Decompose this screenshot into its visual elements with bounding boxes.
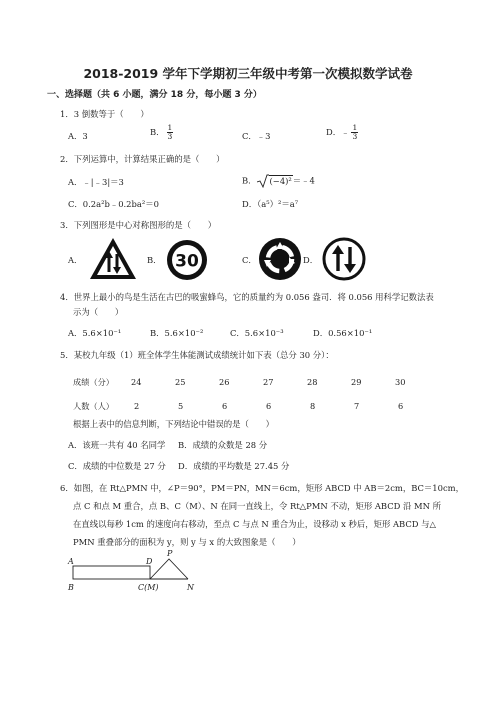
table-row <box>73 370 425 394</box>
page-title: 2018-2019 学年下学期初三年级中考第一次模拟数学试卷 <box>83 66 413 81</box>
label-b: B <box>68 583 74 592</box>
q4-stem-line2: 示为（ ） <box>73 307 124 317</box>
label-n: N <box>187 583 194 592</box>
q4-option-a: A．5.6×10⁻¹ <box>68 328 122 338</box>
q5-option-b: B．成绩的众数是 28 分 <box>178 440 268 450</box>
table-row-header: 成绩（分） <box>73 376 114 387</box>
table-cell: 26 <box>219 377 230 387</box>
score-table <box>73 370 425 418</box>
two-way-traffic-warning-sign-icon <box>88 236 138 281</box>
speed-limit-sign-icon <box>165 238 209 282</box>
table-row <box>73 394 425 418</box>
q5-option-a: A．该班一共有 40 名同学 <box>68 440 166 450</box>
label-p: P <box>167 549 173 558</box>
fraction: $\frac{1}{3}$ <box>167 123 173 141</box>
roundabout-sign-icon <box>258 237 302 281</box>
radical-sign-icon <box>257 174 269 188</box>
geometry-figure <box>66 548 206 596</box>
q3-option-c: C． <box>242 255 257 265</box>
q5-after-text: 根据上表中的信息判断，下列结论中错误的是（ ） <box>73 419 274 429</box>
q3-option-b: B． <box>147 255 162 265</box>
q3-option-a: A． <box>68 255 83 265</box>
table-cell: 29 <box>351 377 362 387</box>
table-cell: 24 <box>131 377 142 387</box>
section-heading: 一、选择题（共 6 小题，满分 18 分，每小题 3 分） <box>47 90 262 100</box>
label-a: A <box>68 557 74 566</box>
q4-option-d: D．0.56×10⁻¹ <box>313 328 373 338</box>
q2-option-b: B． (−4)²＝﹣4 <box>242 174 315 188</box>
speed-limit-value: 30 <box>175 251 199 272</box>
q5-option-c: C．成绩的中位数是 27 分 <box>68 461 166 471</box>
rectangle-abcd <box>73 566 150 579</box>
q2-option-c: C．0.2a²b﹣0.2ba²＝0 <box>68 199 159 209</box>
q1-stem: 1．3 倒数等于（ ） <box>60 109 149 119</box>
q6-stem-line1: 6．如图，在 Rt△PMN 中，∠P＝90°，PM＝PN，MN＝6cm，矩形 ABCD 中 AB＝2cm，BC＝10cm， <box>60 483 464 493</box>
table-cell: 6 <box>398 401 404 411</box>
q5-stem: 5．某校九年级（1）班全体学生体能测试成绩统计如下表（总分 30 分）： <box>60 350 334 360</box>
table-cell: 6 <box>222 401 228 411</box>
q1-option-a: A．3 <box>68 131 88 141</box>
label-cm: C(M) <box>138 583 159 592</box>
q2-stem: 2．下列运算中，计算结果正确的是（ ） <box>60 154 225 164</box>
table-row-header: 人数（人） <box>73 400 114 411</box>
q3-option-d: D． <box>303 255 319 265</box>
triangle-pmn <box>150 559 188 579</box>
q1-option-d: D．﹣ $\frac{1}{3}$ <box>326 123 358 141</box>
q2-option-d: D．（a⁵）²＝a⁷ <box>242 199 299 209</box>
label-d: D <box>146 557 153 566</box>
q6-stem-line4: PMN 重叠部分的面积为 y，则 y 与 x 的大致图象是（ ） <box>73 537 301 547</box>
q5-option-d: D．成绩的平均数是 27.45 分 <box>178 461 290 471</box>
q6-stem-line2: 点 C 和点 M 重合，点 B、C（M）、N 在同一直线上，令 Rt△PMN 不动，矩形 ABCD 沿 MN 所 <box>73 501 441 511</box>
q3-stem: 3．下列图形是中心对称图形的是（ ） <box>60 220 217 230</box>
table-cell: 5 <box>178 401 184 411</box>
table-cell: 8 <box>310 401 316 411</box>
q1-option-c: C．﹣3 <box>242 131 271 141</box>
table-cell: 6 <box>266 401 272 411</box>
table-cell: 28 <box>307 377 318 387</box>
table-cell: 27 <box>263 377 274 387</box>
q6-stem-line3: 在直线以每秒 1cm 的速度向右移动，至点 C 与点 N 重合为止，设移动 x 秒后，矩形 ABCD 与△ <box>73 519 436 529</box>
q4-option-c: C．5.6×10⁻³ <box>230 328 284 338</box>
two-way-arrows-sign-icon <box>322 237 366 281</box>
fraction: $\frac{1}{3}$ <box>352 123 358 141</box>
table-cell: 25 <box>175 377 186 387</box>
q1-option-b: B． $\frac{1}{3}$ <box>150 123 173 141</box>
q4-option-b: B．5.6×10⁻² <box>150 328 204 338</box>
table-cell: 7 <box>354 401 360 411</box>
table-cell: 30 <box>395 377 406 387</box>
table-cell: 2 <box>134 401 140 411</box>
q4-stem-line1: 4．世界上最小的鸟是生活在古巴的吸蜜蜂鸟，它的质量约为 0.056 盎司．将 0.056 用科学记数法表 <box>60 292 434 302</box>
q2-option-a: A．﹣|﹣3|＝3 <box>68 177 124 187</box>
